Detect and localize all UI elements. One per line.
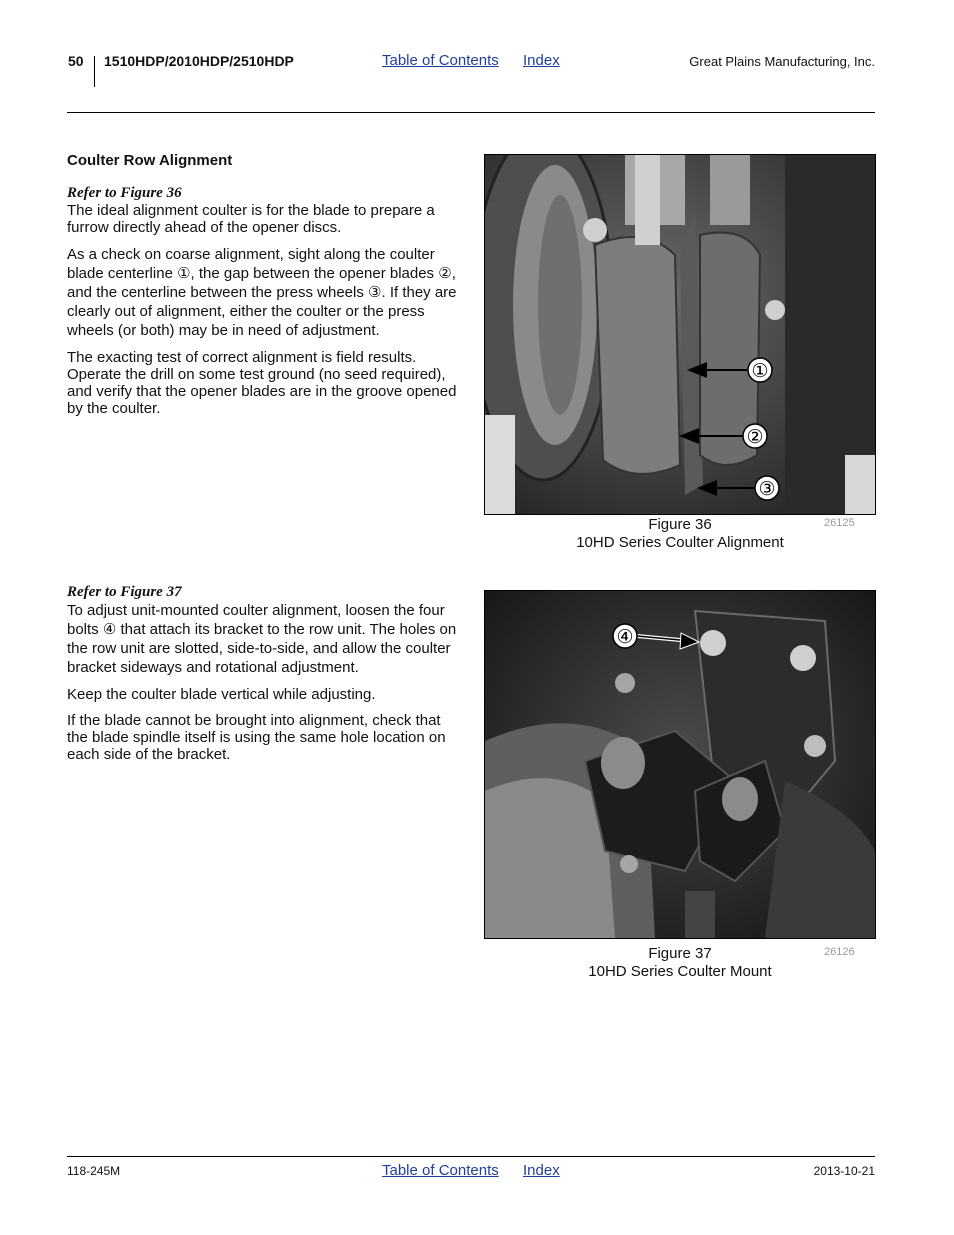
paragraph-field-test: The exacting test of correct alignment is field results. Operate the drill on some test ground (no seed required), and verify that the opener blades are in the groove opened by the coulter.: [67, 349, 457, 417]
figure-37-title: 10HD Series Coulter Mount: [588, 963, 772, 980]
fig36-callout-3: ③: [758, 479, 776, 500]
footer-date: 2013-10-21: [813, 1164, 875, 1178]
figure-37-photo: [484, 590, 876, 939]
coulter-alignment-illustration: [485, 155, 875, 514]
paragraph-spindle-check: If the blade cannot be brought into alignment, check that the blade spindle itself is using the same hole location on each side of the bracket.: [67, 712, 446, 763]
header-index-link[interactable]: Index: [523, 52, 560, 69]
figure-36-caption: [484, 516, 876, 552]
header-rule: [67, 112, 875, 113]
fig37-callout-4: ④: [616, 627, 634, 648]
page-number: 50: [68, 53, 84, 69]
footer-index-link[interactable]: Index: [523, 1162, 560, 1179]
header-company: Great Plains Manufacturing, Inc.: [689, 54, 875, 69]
figure-36-label: Figure 36: [648, 516, 712, 533]
header-toc-link[interactable]: Table of Contents: [382, 52, 499, 69]
paragraph-coarse-alignment: As a check on coarse alignment, sight along the coulter blade centerline ①, the gap between the opener blades ②, and the centerline between the press wheels ③. If they are clearly out of alignment, either the coulter or the press wheels (or both) may be in need of adjustment.: [67, 246, 457, 339]
paragraph-keep-vertical: Keep the coulter blade vertical while adjusting.: [67, 686, 376, 703]
figure-37-label: Figure 37: [648, 945, 712, 962]
mount-text-block: [67, 584, 459, 763]
footer-doc-number: 118-245M: [67, 1164, 121, 1178]
refer-figure-36: Refer to Figure 36: [67, 185, 182, 201]
figure-37-photo-number: 26126: [824, 946, 855, 958]
refer-figure-37: Refer to Figure 37: [67, 584, 182, 600]
callout-4: ④: [102, 621, 117, 638]
callout-1: ①: [177, 265, 191, 282]
footer-rule: [67, 1156, 875, 1157]
alignment-text-block: [67, 152, 459, 417]
fig36-callout-1: ①: [751, 361, 769, 382]
header-model: 1510HDP/2010HDP/2510HDP: [104, 53, 294, 69]
paragraph-adjust-mount: To adjust unit-mounted coulter alignment, loosen the four bolts ④ that attach its bracket to the row unit. The holes on the row unit are slotted, side-to-side, and allow the coulter bracket sideways and rotational adjustment.: [67, 602, 457, 676]
figure-36-photo-number: 26125: [824, 517, 855, 529]
footer-toc-link[interactable]: Table of Contents: [382, 1162, 499, 1179]
coulter-mount-illustration: [485, 591, 875, 938]
figure-37-caption: [484, 945, 876, 981]
callout-3: ③: [368, 284, 382, 301]
figure-36-photo: [484, 154, 876, 515]
paragraph-ideal-alignment: The ideal alignment coulter is for the blade to prepare a furrow directly ahead of the opener discs.: [67, 202, 435, 236]
figure-36-title: 10HD Series Coulter Alignment: [576, 534, 784, 551]
header-divider: [94, 56, 95, 87]
fig36-callout-2: ②: [746, 427, 764, 448]
callout-2: ②: [438, 265, 452, 282]
section-title: Coulter Row Alignment: [67, 152, 233, 169]
